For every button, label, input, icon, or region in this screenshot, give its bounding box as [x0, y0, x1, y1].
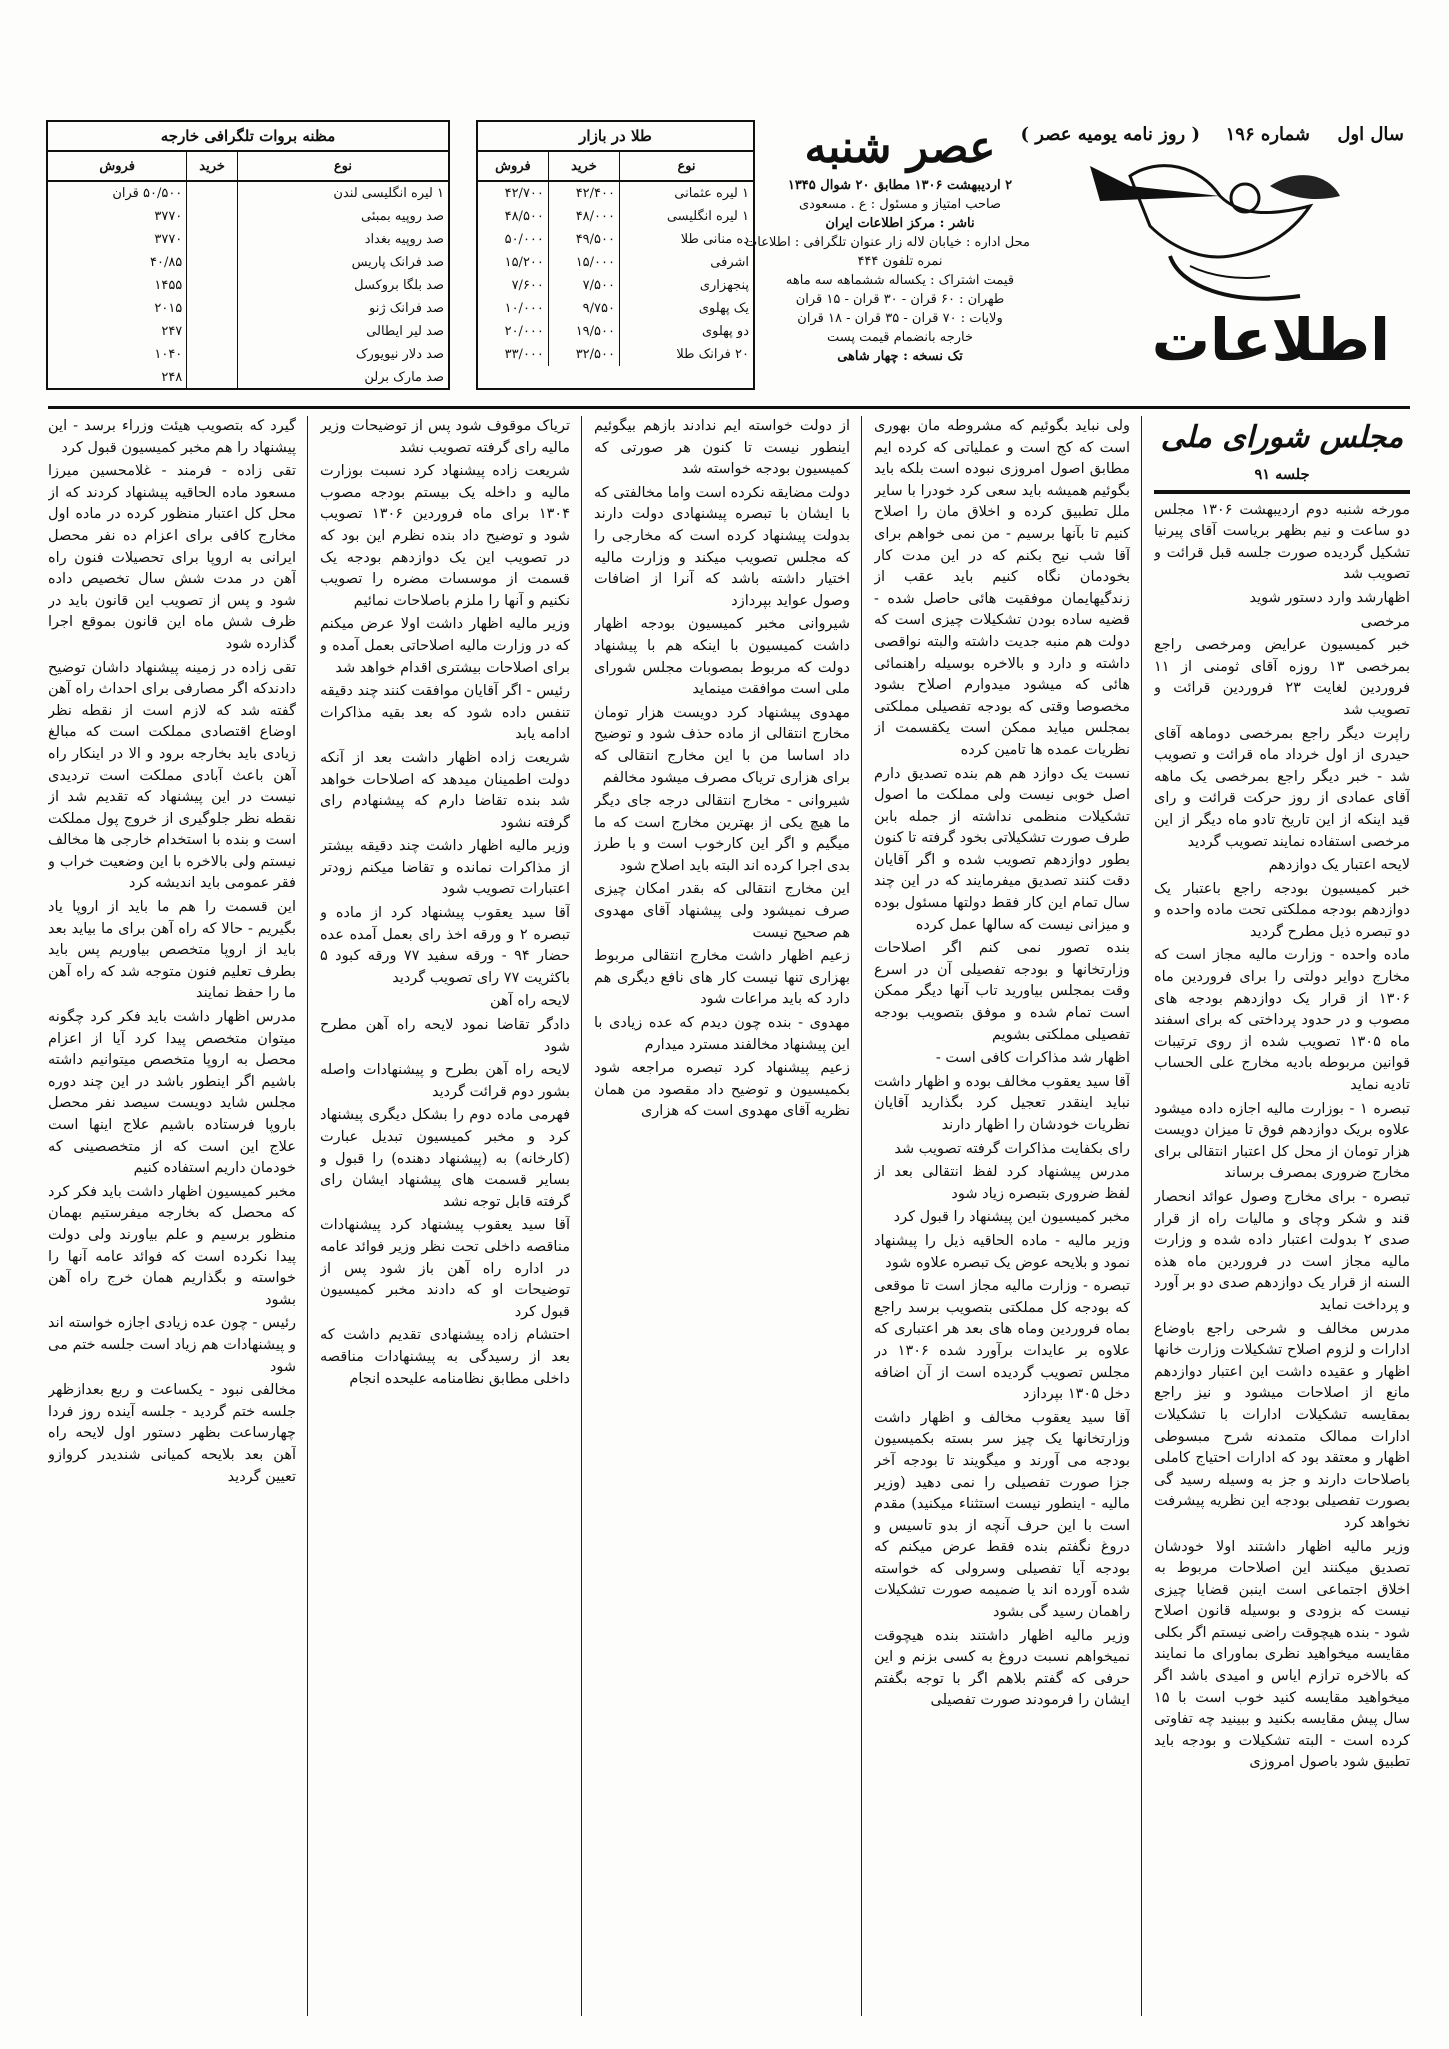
- paragraph: تبصره - وزارت مالیه مجاز است تا موقعی که بودجه کل مملکتی بتصویب برسد راجع بماه فروردین وماه های بعد هر اعتباری که علاوه بر عایدات برآورد شده ۱۳۰۶ در مجلس تصویب گردیده است از آن اضافه دخل ۱۳۰۵ بپردازد: [874, 1278, 1130, 1403]
- paragraph: تقی زاده در زمینه پیشنهاد داشان توضیح دادندکه اگر مصارفی برای احداث راه آهن گفته شد که لازم است از نقطه نظر اوضاع اقتصادی مملکت است که مبالغ زیادی باید بخارجه برود و الا در اینکار راه آهن باعث آبادی مملکت است تردیدی نیست در این پیشنهاد که تقدیم شد از نقطه نظر جلوگیری از خروج پول مملکت است و بنده با استخدام خارجی ها مخالف نیستم ولی بالاخره با این وضعیت خراب و فقر عمومی باید اندیشه کرد: [48, 659, 296, 892]
- paragraph: دادگر تقاضا نمود لایحه راه آهن مطرح شود: [320, 1017, 570, 1055]
- gold-table-cell: ۴۲/۴۰۰: [548, 181, 619, 205]
- masthead: [48, 110, 1410, 409]
- paragraph: زعیم پیشنهاد کرد تبصره مراجعه شود بکمیسیون و توضیح داد مقصود من همان نظریه آقای مهدوی است که هزاری: [594, 1060, 850, 1120]
- paragraph: تریاک موقوف شود پس از توضیحات وزیر مالیه رای گرفته تصویب نشد: [320, 418, 570, 456]
- logo-text: اطلاعات: [1151, 306, 1390, 374]
- column-3: [594, 416, 850, 2016]
- paragraph: گیرد که بتصویب هیئت وزراء برسد - این پیشنهاد را هم مخبر کمیسیون قبول کرد: [48, 418, 296, 456]
- paragraph: زعیم اظهار داشت مخارج انتقالی مربوط بهزاری تنها نیست کار های نافع دیگری هم دارد که باید مراعات شود: [594, 948, 850, 1008]
- gold-table-caption: طلا در بازار: [478, 122, 753, 152]
- paragraph: وزیر مالیه - ماده الحاقیه ذیل را پیشنهاد نمود و بلایحه عوض یک تبصره علاوه شود: [874, 1232, 1130, 1271]
- gold-table-cell: ۲۰/۰۰۰: [504, 324, 544, 339]
- fx-table-cell: صد بلگا بروکسل: [237, 274, 448, 297]
- column-3-text: [594, 416, 850, 1123]
- fx-table-row: [48, 366, 448, 389]
- paragraph: وزیر مالیه اظهار داشتند بنده هیچوقت نمیخواهم نسبت دروغ به کسی بزنم و این حرفی که گفتم بلاهم اگر با توجه بگفتم ایشان را فرمودند صورت تفصیلی: [874, 1627, 1130, 1709]
- paragraph: خبر کمیسیون عرایض ومرخصی راجع بمرخصی ۱۳ روزه آقای ثومنی از ۱۱ فروردین لغایت ۲۳ فروردین قرائت و تصویب شد: [1154, 637, 1410, 718]
- gold-table-cell: ۴۹/۵۰۰: [548, 228, 619, 251]
- gold-table-cell: ۱ لیره عثمانی: [619, 181, 753, 205]
- fx-table-row: [48, 320, 448, 343]
- gold-table-row: [478, 205, 753, 228]
- fx-table-row: [48, 181, 448, 205]
- newspaper-page: [48, 110, 1410, 2020]
- abroad-price: خارجه بانضمام قیمت پست: [826, 330, 974, 345]
- fx-table-cell: [187, 343, 238, 366]
- gold-table-cell: ۷/۶۰۰: [511, 278, 544, 293]
- fx-table-cell: ۳۷۷۰: [154, 232, 183, 247]
- subscription-head: قیمت اشتراک : یکساله ششماهه سه ماهه: [785, 273, 1015, 288]
- gold-table-row: [478, 181, 753, 205]
- paragraph: مخالفی نبود - یکساعت و ربع بعدازظهر جلسه ختم گردید - جلسه آینده روز فردا چهارساعت بظهر دستور اول لایحه راه آهن بعد بلایحه کمیانی شندیدر کروازو تعیین گردید: [48, 1382, 296, 1485]
- column-rule: [581, 416, 582, 2016]
- gold-table-cell: اشرفی: [619, 251, 753, 274]
- paragraph: بنده تصور نمی کنم اگر اصلاحات وزارتخانها و بودجه تفصیلی آن در اسرع وقت بمجلس بیاورید تاب آنها دیگر ممکن است تمام شده و موفق بتصویب بودجه تفصیلی مملکتی بشویم: [874, 940, 1130, 1043]
- fx-table-cell: ۲۴۸: [161, 370, 183, 385]
- gold-table-cell: پنجهزاری: [619, 274, 753, 297]
- provinces-price: ولایات : ۷۰ قران - ۳۵ قران - ۱۸ قران: [797, 311, 1003, 326]
- paragraph: تبصره - برای مخارج وصول عوائد انحصار قند و شکر وچای و مالیات راه از قرار صدی ۲ بدولت اعتبار داده شده و وزارت مالیه مجاز است در فروردین ماه هذه السنه از قرار یک دوازدهم صدی دو بر آورد و پرداخت نماید: [1154, 1189, 1410, 1313]
- paragraph: مرخصی: [1360, 613, 1410, 630]
- fx-table-row: [48, 274, 448, 297]
- paragraph: رای بکفایت مذاکرات گرفته تصویب شد: [894, 1140, 1130, 1157]
- gold-table-row: [478, 297, 753, 320]
- gold-price-table: [476, 120, 755, 390]
- paragraph: لایحه راه آهن بطرح و پیشنهادات واصله بشور دوم قرائت گردید: [320, 1062, 570, 1100]
- paragraph: لایحه اعتبار یک دوازدهم: [1268, 857, 1410, 874]
- column-1: [1154, 416, 1410, 2016]
- fx-table-cell: [187, 251, 238, 274]
- tehran-price: طهران : ۶۰ قران - ۳۰ قران - ۱۵ قران: [795, 292, 1005, 307]
- paragraph: رئیس - اگر آقایان موافقت کنند چند دقیقه تنفس داده شود که بعد بقیه مذاکرات ادامه یابد: [320, 683, 570, 743]
- paragraph: مدرس اظهار داشت باید فکر کرد چگونه میتوان متخصص پیدا کرد آیا از اعزام محصل به اروپا متخصص میتوانیم داشته باشیم اگر اینطور باشد در این چند دوره مجلس شاید دویست سیصد نفر محصل باروپا فرستاده باشیم علاج اینها است علاج این است که از متخصصینی که خودمان داریم استفاده کنیم: [48, 1009, 296, 1177]
- column-rule: [307, 416, 308, 2016]
- day-name: عصر شنبه: [804, 122, 996, 173]
- fx-header-type: نوع: [237, 152, 448, 181]
- fx-table-cell: ۲۴۷: [161, 324, 183, 339]
- fx-table-cell: ۱ لیره انگلیسی لندن: [237, 181, 448, 205]
- gold-table-row: [478, 228, 753, 251]
- gold-table-cell: ۴۸/۰۰۰: [548, 205, 619, 228]
- paragraph: مدرس پیشنهاد کرد لفظ انتقالی بعد از لفظ ضروری بتبصره زیاد شود: [874, 1164, 1130, 1202]
- paragraph: اظهارشد وارد دستور شوید: [1249, 589, 1410, 606]
- paragraph: این قسمت را هم ما باید از اروپا یاد بگیریم - حالا که راه آهن برای ما بیاید بعد باید از اروپا متخصص بیاوریم پس باید بطرف تعلیم فنون متوجه شد که راه آهن ما را حفظ نمایند: [48, 899, 296, 1002]
- paragraph: رئیس - چون عده زیادی اجازه خواسته اند و پیشنهادات هم زیاد است جلسه ختم می شود: [48, 1315, 296, 1375]
- paragraph: آقا سید یعقوب پیشنهاد کرد از ماده و تبصره ۲ و ورقه اخذ رای بعمل آمده عده حضار ۹۴ - ورقه سفید ۷۷ ورقه کبود ۵ باکثریت ۷۷ رای تصویب گردید: [320, 905, 570, 986]
- fx-table-cell: ۱۰۴۰: [154, 347, 183, 362]
- gold-table-row: [478, 274, 753, 297]
- gold-table-cell: ۱۵/۲۰۰: [504, 255, 544, 270]
- fx-table-cell: صد لیر ایطالی: [237, 320, 448, 343]
- column-4: [320, 416, 570, 2016]
- paragraph: شیروانی مخبر کمیسیون بودجه اظهار داشت کمیسیون با اینکه هم با پیشنهاد دولت که مربوط بمصوبات مجلس شورای ملی است موافقت مینماید: [594, 616, 850, 698]
- fx-table-cell: ۵۰/۵۰۰ قران: [112, 186, 183, 201]
- paragraph: مهدوی - بنده چون دیدم که عده زیادی با این پیشنهاد مخالفند مسترد میدارم: [594, 1015, 850, 1053]
- paragraph: راپرت دیگر راجع بمرخصی دوماهه آقای حیدری از اول خرداد ماه قرائت و تصویب شد - خبر دیگر راجع بمرخصی یک ماهه آقای عمادی از روز حرکت قرائت و رای قید اینکه از این تاریخ تادو ماه دیگر از این مرخصی استفاده نمایند تصویب گردید: [1154, 725, 1410, 850]
- paragraph: تبصره ۱ - بوزارت مالیه اجازه داده میشود علاوه بریک دوازدهم فوق تا میزان دویست هزار تومان از محل کل اعتبار انتقالی برای مخارج ضروری بمصرف برساند: [1154, 1100, 1410, 1182]
- gold-header-sell: فروش: [478, 152, 548, 181]
- angel-trumpet-illustration-icon: [1070, 156, 1350, 316]
- fx-table-cell: [187, 228, 238, 251]
- gold-table-cell: ۳۳/۰۰۰: [504, 347, 544, 362]
- paragraph: نسبت یک دوازد هم هم بنده تصدیق دارم اصل خوبی نیست ولی مملکت ما اصول تشکیلات منظمی نداشته از جمله بابن طرف صورت تشکیلاتی بخود گرفته تا کنون بطور دوازدهم تصویب شده و اگر آقایان دقت کنند تصدیق میفرمایند که در این چند سال تمام این کار فقط دولتها مسئول بوده و میزانی نیست که سالها عمل کرده: [874, 765, 1130, 933]
- date-line: ۲ اردیبهشت ۱۳۰۶ مطابق ۲۰ شوال ۱۳۴۵: [787, 178, 1013, 193]
- fx-table-cell: صد فرانک ژنو: [237, 297, 448, 320]
- gold-table-cell: ده منانی طلا: [619, 228, 753, 251]
- paragraph: شریعت زاده پیشنهاد کرد نسبت بوزارت مالیه و داخله یک بیستم بودجه مصوب ۱۳۰۴ برای ماه فروردین ۱۳۰۶ تصویب شود و توضیح داد بنده نظرم این بود که در تصویب این یک دوازدهم بودجه یک قسمت از موسسات مضره را تصویب نکنیم و آنها را ملزم باصلاحات نمائیم: [320, 463, 570, 609]
- paragraph: اظهار شد مذاکرات کافی است -: [935, 1050, 1130, 1067]
- gold-table-row: [478, 251, 753, 274]
- article-columns: [48, 416, 1410, 2016]
- fx-table-caption: مظنه بروات تلگرافی خارجه: [48, 122, 448, 152]
- owner-line: صاحب امتیاز و مسئول : ع . مسعودی: [798, 197, 1002, 212]
- paragraph: آقا سید یعقوب پیشنهاد کرد پیشنهادات مناقصه داخلی تحت نظر وزیر فوائد عامه در اداره راه آهن باز شود پس از توضیحات او که دادند مخبر کمیسیون قبول کرد: [320, 1217, 570, 1320]
- column-rule: [861, 416, 862, 2016]
- fx-table-cell: [187, 274, 238, 297]
- publication-info: [745, 120, 1030, 396]
- paragraph: فهرمی ماده دوم را بشکل دیگری پیشنهاد کرد و مخبر کمیسیون تبدیل عبارت (کارخانه) به (پیشنهاد دهنده) را قبول و بسایر قسمت های پیشنهاد ایشان رای گرفته قابل توجه نشد: [320, 1107, 570, 1210]
- paragraph: احتشام زاده پیشنهادی تقدیم داشت که بعد از رسیدگی به پیشنهادات مناقصه داخلی مطابق نظامنامه علیحده انجام: [320, 1327, 570, 1387]
- column-5-text: [48, 416, 296, 1488]
- gold-table-cell: ۴۲/۷۰۰: [504, 186, 544, 201]
- paragraph: مخبر کمیسیون اظهار داشت باید فکر کرد که محصل که بخارجه میفرستیم بهمان منظور برسیم و علم بیاورند ولی دولت پیدا نکرده است که فوائد عامه آنها را خواسته و بگذاریم همان خرج راه آهن بشود: [48, 1183, 296, 1308]
- gold-table-cell: ۲۰ فرانک طلا: [619, 343, 753, 366]
- fx-table-cell: ۲۰۱۵: [154, 301, 183, 316]
- paragraph: مدرس مخالف و شرحی راجع باوضاع ادارات و لزوم اصلاح تشکیلات وزارت خانها اظهار و عقیده داشت این اعتبار دوازدهم مانع از اصلاحات میشود و نیز راجع بمقایسه تشکیلات ادارات با تشکیلات ادارات ممالک متمدنه شرح مبسوطی اظهار و معتقد بود که ادارات احتیاج کاملی باصلاحات دارند و جز به وسیله رسید گی بصورت تفصیلی بودجه این نظریه پیشرفت نخواهد کرد: [1154, 1320, 1410, 1531]
- fx-header-buy: خرید: [187, 152, 238, 181]
- fx-table-row: [48, 343, 448, 366]
- fx-table-cell: صد مارک برلن: [237, 366, 448, 389]
- paragraph: دولت مضایقه نکرده است واما مخالفتی که با ایشان با تبصره پیشنهادی دولت دارند بدولت پیشنهاد کرده است که مخارجی را که مجلس تصویب میکند و وزارت مالیه اختیار داشته باشد که آنرا از اضافات وصول عواید بپردازد: [594, 484, 850, 609]
- fx-table-cell: [187, 205, 238, 228]
- phone-line: نمره تلفون ۴۴۴: [857, 254, 943, 269]
- gold-header-type: نوع: [619, 152, 753, 181]
- gold-table-cell: ۱۵/۰۰۰: [548, 251, 619, 274]
- issue-label: شماره ۱۹۶: [1225, 124, 1310, 145]
- year-label: سال اول: [1337, 124, 1404, 145]
- paragraph: لایحه راه آهن: [490, 993, 570, 1010]
- fx-table-cell: [187, 320, 238, 343]
- gold-table-cell: ۵۰/۰۰۰: [504, 232, 544, 247]
- gold-table-cell: ۴۸/۵۰۰: [504, 209, 544, 224]
- gold-table-row: [478, 320, 753, 343]
- fx-table-cell: [187, 181, 238, 205]
- fx-table-cell: ۴۰/۸۵: [149, 255, 183, 270]
- gold-header-buy: خرید: [548, 152, 619, 181]
- session-label: جلسه ۹۱: [1254, 466, 1310, 483]
- fx-table-row: [48, 251, 448, 274]
- paragraph: مخبر کمیسیون این پیشنهاد را قبول کرد: [893, 1209, 1130, 1226]
- section-title: مجلس شورای ملی: [1160, 420, 1404, 455]
- single-copy-price: تک نسخه : چهار شاهی: [837, 349, 963, 364]
- paragraph: مورخه شنبه دوم اردیبهشت ۱۳۰۶ مجلس دو ساعت و نیم بظهر بریاست آقای پیرنیا تشکیل گردیده صورت جلسه قبل قرائت و تصویب شد: [1154, 501, 1410, 583]
- fx-table-cell: صد دلار نیویورک: [237, 343, 448, 366]
- subtitle-label: ( روز نامه یومیه عصر ): [1020, 124, 1200, 145]
- gold-table-cell: ۱ لیره انگلیسی: [619, 205, 753, 228]
- divider: [1154, 490, 1410, 494]
- fx-table-cell: صد روپیه بغداد: [237, 228, 448, 251]
- column-5: [48, 416, 296, 2016]
- paragraph: این مخارج انتقالی که بقدر امکان چیزی صرف نمیشود ولی پیشنهاد آقای مهدوی هم صحیح نیست: [594, 881, 850, 941]
- paragraph: شیروانی - مخارج انتقالی درجه جای دیگر ما هیچ یکی از بهترین مخارج است که ما میگیم و اگر این کارخوب است و با طرز بدی اجرا کرده اند البته باید اصلاح شود: [594, 793, 850, 874]
- gold-table-cell: ۱۹/۵۰۰: [548, 320, 619, 343]
- paragraph: وزیر مالیه اظهار داشتند اولا خودشان تصدیق میکنند این اصلاحات مربوط به اخلاق اجتماعی است اینبن قضایا چیزی نیست که بزودی و بوسیله قانون اصلاح شود - بنده هیچوقت راضی نیستم اگر بکلی مقایسه میخواهید نظری بماورای ما نمایند که بالاخره ترازم ایاس و امیدی باشد اگر میخواهید مقایسه کنید خوب است با ۱۵ سال پیش مقایسه بکنید و ببینید چه تفاوتی کرده است - البته تشکیلات و بودجه باید تطبیق شود باصول امروزی: [1154, 1538, 1410, 1771]
- gold-table-cell: یک پهلوی: [619, 297, 753, 320]
- fx-table-cell: صد روپیه بمبئی: [237, 205, 448, 228]
- paragraph: ماده واحده - وزارت مالیه مجاز است که مخارج دوایر دولتی را برای فروردین ماه ۱۳۰۶ از قرار یک دوازدهم بودجه های مصوب و در حدود پرداختی که برای اسفند ماه ۱۳۰۵ تصویب شده از روی ترتیبات قوانین مربوطه بادیه مخارج علی الحساب تادیه نماید: [1154, 947, 1410, 1094]
- fx-table-cell: صد فرانک پاریس: [237, 251, 448, 274]
- paragraph: وزیر مالیه اظهار داشت اولا عرض میکنم که در وزارت مالیه اصلاحاتی بعمل آمده و برای اصلاحات بیشتری اقدام خواهد شد: [320, 616, 570, 676]
- column-4-text: [320, 416, 570, 1390]
- gold-table-row: [478, 343, 753, 366]
- fx-table-cell: ۱۴۵۵: [154, 278, 183, 293]
- fx-table-cell: [187, 297, 238, 320]
- gold-table-cell: دو پهلوی: [619, 320, 753, 343]
- column-rule: [1141, 416, 1142, 2016]
- fx-table-row: [48, 297, 448, 320]
- paragraph: آقا سید یعقوب مخالف و اظهار داشت وزارتخانها یک چیز سر بسته بکمیسیون بودجه می آورند و میگویند تا بودجه آخر جزا صورت تفصیلی را نمی دهید (وزیر مالیه - اینطور نیست استثناء میکنید) مقدم است با این حرف آنچه از بدو تاسیس و دروغ نگفتم بنده فقط عرض میکنم که بودجه آیا تفصیلی وسرولی که خواسته شده آورده اند یا ضمیمه صورت تشکیلات راهمان رسید گی بشود: [874, 1409, 1130, 1621]
- gold-table-cell: ۷/۵۰۰: [548, 274, 619, 297]
- office-line: محل اداره : خیابان لاله زار عنوان تلگرافی : اطلاعات: [745, 235, 1030, 250]
- fx-table-cell: ۳۷۷۰: [154, 209, 183, 224]
- paragraph: خبر کمیسیون بودجه راجع باعتبار یک دوازدهم بودجه مملکتی تحت ماده واحده و دو تبصره ذیل مطرح گردید: [1154, 880, 1410, 940]
- paragraph: آقا سید یعقوب مخالف بوده و اظهار داشت نباید اینقدر تعجیل کرد بگذارید آقایان نظریات خودشان را اظهار دارند: [874, 1073, 1130, 1133]
- paragraph: وزیر مالیه اظهار داشت چند دقیقه بیشتر از مذاکرات نمانده و تقاضا میکنم زودتر اعتبارات تصویب شود: [320, 838, 570, 898]
- fx-table-row: [48, 228, 448, 251]
- gold-table-cell: ۱۰/۰۰۰: [504, 301, 544, 316]
- column-2-text: [874, 416, 1130, 1712]
- column-1-text: [1154, 500, 1410, 1774]
- gold-table-cell: ۳۲/۵۰۰: [548, 343, 619, 366]
- fx-table-cell: [187, 366, 238, 389]
- paragraph: ولی نباید بگوئیم که مشروطه مان بهوری است که کج است و عملیاتی که کرده ایم مطابق اصول امروزی نبوده است بلکه باید بگوئیم همیشه باید سعی کرد خودرا با سایر ملل تطبیق کرده و اخلاق مان را اصلاح کنیم تا بآنها برسیم - من نمی خواهم برای آقا شب نیح بکنم که در این مدت کار بخودمان نگاه کنیم باید عقب از زندگیهایمان موفقیت هائی حاصل شده - قضیه ساده بودن تشکیلات چیزی است که دولت هم منبه جدیت داشته والبته نواقصی داشته و دارد و بالاخره بوسیله راهنمائی هائی که میشود میدوارم اصلاح بشود مخصوصا وقتی که بودجه تفصیلی مملکتی بمجلس میاید ممکن است یکقسمت از نظریات عمده ها تامین کرده: [874, 418, 1130, 758]
- publisher-line: ناشر : مرکز اطلاعات ایران: [825, 216, 975, 231]
- exchange-rate-table: [46, 120, 450, 390]
- paragraph: از دولت خواسته ایم ندادند بازهم بیگوئیم اینطور نیست تا کنون هر صورتی که کمیسیون بودجه خواسته شد: [594, 418, 850, 478]
- fx-header-sell: فروش: [48, 152, 187, 181]
- paragraph: شریعت زاده اظهار داشت بعد از آنکه دولت اطمینان میدهد که اصلاحات خواهد شد بنده تقاضا دارم که پیشنهادم رای گرفته نشود: [320, 749, 570, 831]
- logo: [1040, 156, 1410, 396]
- paragraph: تقی زاده - فرمند - غلامحسین میرزا مسعود ماده الحاقیه پیشنهاد کردند که از محل کل اعتبار منظور کرده در ماده اول مخارج کافی برای اعزام ده نفر محصل ایرانی به اروپا برای تحصیلات فنون راه آهن در مدت شش سال تخصیص داده شود و پس از تصویب این قانون باید در ظرف شش ماه این قانون بموقع اجرا گذارده شود: [48, 463, 296, 652]
- column-2: [874, 416, 1130, 2016]
- gold-table-cell: ۹/۷۵۰: [548, 297, 619, 320]
- paragraph: مهدوی پیشنهاد کرد دویست هزار تومان مخارج انتقالی از ماده حذف شود و توضیح داد اساسا من با این مخارج انتقالی که برای هزاری تریاک مصرف میشود مخالفم: [594, 704, 850, 786]
- fx-table-row: [48, 205, 448, 228]
